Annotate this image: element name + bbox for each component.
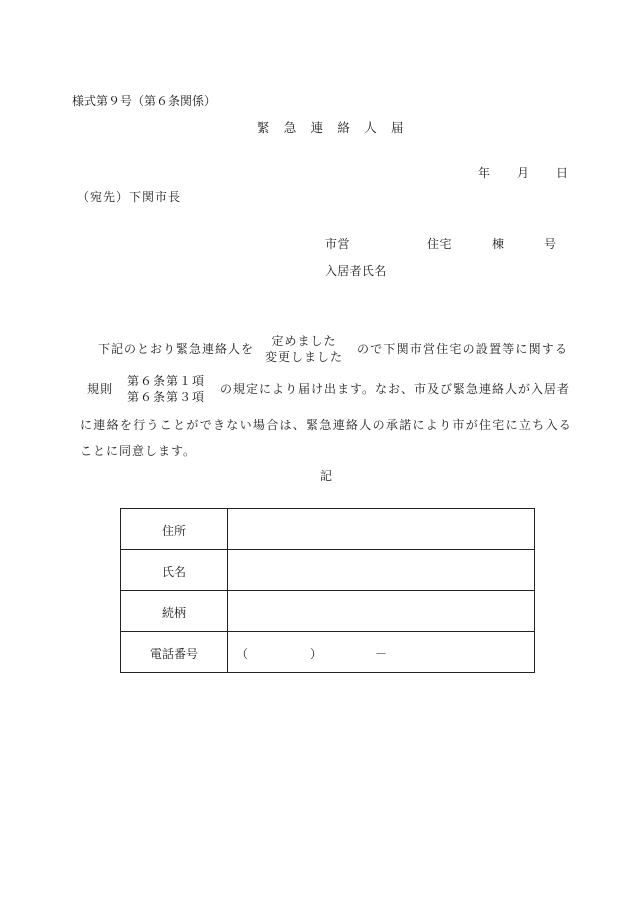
date-month-label: 月 (517, 166, 530, 180)
note-heading: 記 (320, 469, 333, 483)
contact-table (120, 508, 535, 673)
body-line3: に連絡を行うことができない場合は、緊急連絡人の承諾により市が住宅に立ち入る (80, 418, 573, 432)
choice-article-6-3: 第６条第３項 (127, 390, 206, 404)
choice-changed: 変更しました (264, 350, 343, 364)
body-line2-start: 規則 (87, 382, 114, 396)
name-field (228, 550, 534, 590)
form-title: 緊急連絡人届 (257, 120, 418, 135)
choice-determined: 定めました (271, 334, 337, 348)
address-label: 住所 (121, 509, 228, 549)
body-line2-end: の規定により届け出ます。なお、市及び緊急連絡人が入居者 (220, 382, 571, 396)
date-day-label: 日 (556, 166, 569, 180)
relationship-label: 続柄 (121, 591, 228, 631)
address-field (228, 509, 534, 549)
phone-label: 電話番号 (121, 632, 228, 672)
city-housing-label: 市営 (325, 237, 351, 251)
addressee: （宛先）下関市長 (77, 190, 182, 204)
choice-article-6-1: 第６条第１項 (127, 374, 206, 388)
building-label: 棟 (492, 237, 505, 251)
unit-label: 号 (544, 237, 557, 251)
body-line1-end: ので下関市営住宅の設置等に関する (357, 342, 569, 356)
phone-field (228, 632, 534, 672)
table-row (121, 549, 534, 590)
phone-area-close-paren: ） (310, 647, 323, 661)
table-row (121, 509, 534, 549)
resident-name-label: 入居者氏名 (325, 264, 387, 278)
name-label: 氏名 (121, 550, 228, 590)
body-line4: ことに同意します。 (80, 444, 197, 458)
table-row (121, 590, 534, 631)
housing-label: 住宅 (427, 237, 453, 251)
table-row (121, 631, 534, 672)
form-number: 様式第９号（第６条関係） (72, 94, 217, 108)
body-line1-start: 下記のとおり緊急連絡人を (98, 342, 255, 356)
relationship-field (228, 591, 534, 631)
phone-area-open-paren: （ (236, 647, 249, 661)
phone-dash: － (375, 647, 388, 661)
date-year-label: 年 (478, 166, 491, 180)
